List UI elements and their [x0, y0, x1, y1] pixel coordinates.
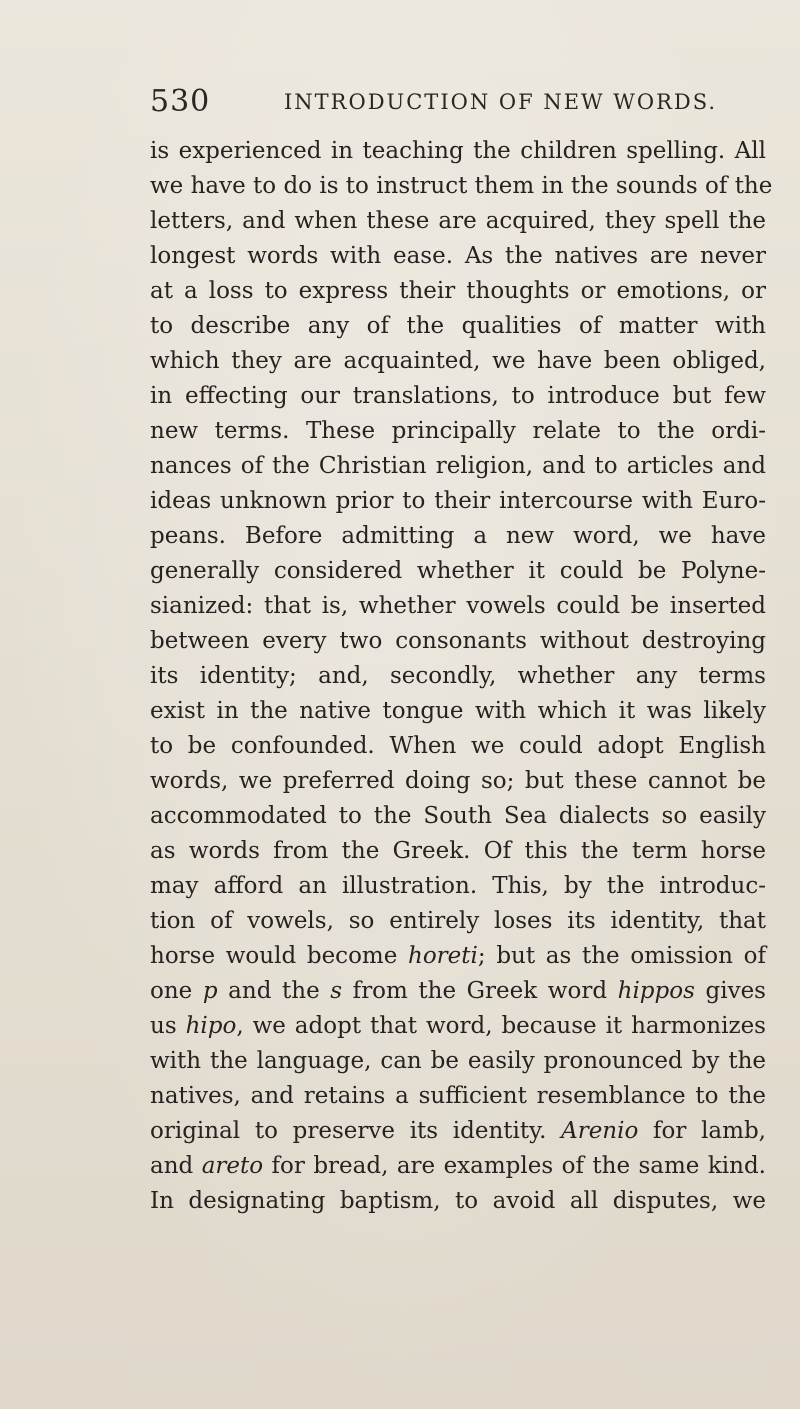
text-run: one [150, 978, 203, 1004]
text-line [150, 939, 766, 974]
text-line: we have to do is to instruct them in the sounds of the [150, 173, 773, 199]
text-line: between every two consonants without destroying [150, 628, 766, 654]
italic-word: horeti [408, 943, 478, 969]
page-header [150, 84, 770, 124]
text-line: new terms. These principally relate to the ordi- [150, 418, 766, 444]
text-line: at a loss to express their thoughts or emotions, or [150, 278, 766, 304]
text-line: longest words with ease. As the natives are never [150, 243, 766, 269]
text-run: for bread, are examples of the same kind. [263, 1153, 766, 1179]
text-line: accommodated to the South Sea dialects so easily [150, 803, 766, 829]
text-line: peans. Before admitting a new word, we have [150, 523, 766, 549]
text-line: its identity; and, secondly, whether any terms [150, 663, 766, 689]
text-run: and [150, 1153, 202, 1179]
text-line [150, 974, 766, 1009]
text-line [150, 1009, 766, 1044]
text-line: with the language, can be easily pronounced by the [150, 1048, 766, 1074]
text-line: ideas unknown prior to their intercourse with Euro- [150, 488, 766, 514]
text-line: which they are acquainted, we have been obliged, [150, 348, 766, 374]
text-run: gives [694, 978, 766, 1004]
italic-word: hippos [617, 978, 695, 1004]
text-run: for lamb, [638, 1118, 766, 1144]
text-line: natives, and retains a sufficient resemblance to the [150, 1083, 766, 1109]
text-line [150, 1114, 766, 1149]
text-line: sianized: that is, whether vowels could be inserted [150, 593, 766, 619]
text-run: and the [217, 978, 331, 1004]
text-run: from the Greek word [342, 978, 618, 1004]
text-line: to be confounded. When we could adopt English [150, 733, 766, 759]
italic-word: s [330, 978, 343, 1004]
italic-word: areto [201, 1153, 264, 1179]
text-line: as words from the Greek. Of this the term horse [150, 838, 766, 864]
text-line: is experienced in teaching the children spelling. All [150, 138, 766, 164]
running-head: INTRODUCTION OF NEW WORDS. [284, 90, 718, 114]
text-line: generally considered whether it could be Polyne- [150, 558, 766, 584]
italic-word: p [202, 978, 218, 1004]
italic-word: hipo [185, 1013, 237, 1039]
text-line: may afford an illustration. This, by the introduc- [150, 873, 766, 899]
text-line: nances of the Christian religion, and to articles and [150, 453, 766, 479]
text-run: horse would become [150, 943, 409, 969]
text-run: ; but as the omission of [477, 943, 766, 969]
text-run: original to preserve its identity. [150, 1118, 562, 1144]
text-line: In designating baptism, to avoid all disputes, we [150, 1188, 766, 1214]
body-text [150, 134, 773, 1219]
text-line: to describe any of the qualities of matter with [150, 313, 766, 339]
page-number: 530 [150, 84, 211, 119]
text-line [150, 1149, 766, 1184]
text-line: words, we preferred doing so; but these cannot be [150, 768, 766, 794]
text-line: in effecting our translations, to introduce but few [150, 383, 766, 409]
italic-word: Arenio [561, 1118, 639, 1144]
text-line: exist in the native tongue with which it was likely [150, 698, 766, 724]
text-run: us [150, 1013, 186, 1039]
text-line: tion of vowels, so entirely loses its identity, that [150, 908, 766, 934]
text-run: , we adopt that word, because it harmonizes [236, 1013, 766, 1039]
text-line: letters, and when these are acquired, they spell the [150, 208, 766, 234]
